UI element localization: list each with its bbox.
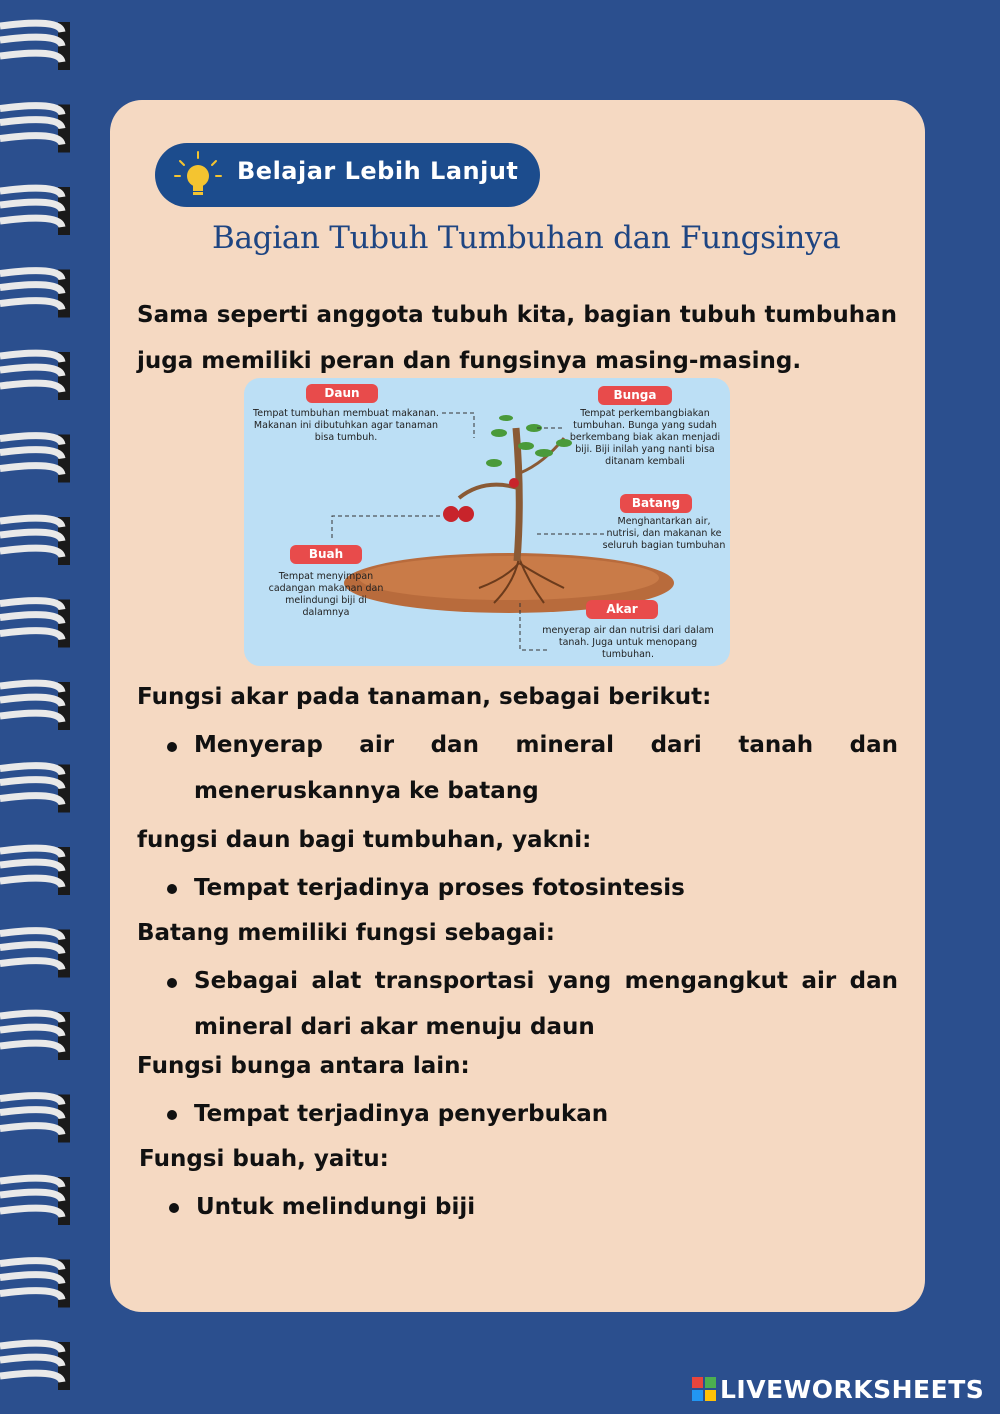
plant-diagram: [244, 378, 730, 666]
spiral-ring: [0, 435, 70, 483]
lightbulb-icon: [171, 149, 225, 203]
bullet-icon: [167, 978, 177, 988]
bunga-text: Tempat perkembangbiakan tumbuhan. Bunga yang sudah berkembang biak akan menjadi biji. Biji inilah yang nanti bisa ditanam kembali: [569, 408, 721, 467]
bullet-icon: [167, 742, 177, 752]
batang-text: Menghantarkan air, nutrisi, dan makanan ke seluruh bagian tumbuhan: [602, 516, 726, 551]
spiral-ring: [0, 270, 70, 318]
daun-label: Daun: [306, 384, 378, 403]
spiral-ring: [0, 847, 70, 895]
section-heading: Fungsi buah, yaitu:: [139, 1146, 389, 1172]
akar-text: menyerap air dan nutrisi dari dalam tanah. Juga untuk menopang tumbuhan.: [542, 625, 714, 660]
intro-paragraph: Sama seperti anggota tubuh kita, bagian tubuh tumbuhan juga memiliki peran dan fungsinya masing-masing.: [137, 302, 897, 374]
bunga-label: Bunga: [598, 386, 672, 405]
bullet-text: Tempat terjadinya proses fotosintesis: [194, 875, 685, 901]
spiral-ring: [0, 22, 70, 70]
liveworksheets-watermark: [692, 1374, 984, 1404]
bullet-icon: [169, 1203, 179, 1213]
page-title: Bagian Tubuh Tumbuhan dan Fungsinya: [212, 220, 841, 256]
spiral-ring: [0, 1177, 70, 1225]
bullet-text: Menyerap air dan mineral dari tanah dan meneruskannya ke batang: [194, 732, 898, 804]
spiral-ring: [0, 187, 70, 235]
spiral-ring: [0, 930, 70, 978]
section-heading: Fungsi bunga antara lain:: [137, 1053, 470, 1079]
spiral-ring: [0, 600, 70, 648]
spiral-ring: [0, 1342, 70, 1390]
liveworksheets-logo-icon: [692, 1377, 716, 1401]
watermark-text: LIVEWORKSHEETS: [720, 1374, 985, 1404]
bullet-text: Tempat terjadinya penyerbukan: [194, 1101, 609, 1127]
daun-text: Tempat tumbuhan membuat makanan. Makanan ini dibutuhkan agar tanaman bisa tumbuh.: [253, 408, 439, 443]
bullet-icon: [167, 1110, 177, 1120]
spiral-ring: [0, 352, 70, 400]
bullet-text: Untuk melindungi biji: [196, 1194, 476, 1220]
section-heading: fungsi daun bagi tumbuhan, yakni:: [137, 827, 592, 853]
spiral-ring: [0, 1260, 70, 1308]
spiral-ring: [0, 105, 70, 153]
spiral-ring: [0, 1095, 70, 1143]
spiral-binding: [0, 0, 80, 1414]
buah-label: Buah: [290, 545, 362, 564]
spiral-ring: [0, 682, 70, 730]
section-heading: Fungsi akar pada tanaman, sebagai berikut:: [137, 684, 712, 710]
batang-label: Batang: [620, 494, 692, 513]
bullet-text: Sebagai alat transportasi yang mengangkut air dan mineral dari akar menuju daun: [194, 968, 898, 1040]
badge-label: Belajar Lebih Lanjut: [237, 157, 519, 185]
section-heading: Batang memiliki fungsi sebagai:: [137, 920, 555, 946]
buah-text: Tempat menyimpan cadangan makanan dan melindungi biji di dalamnya: [268, 571, 384, 618]
bullet-icon: [167, 884, 177, 894]
spiral-ring: [0, 1012, 70, 1060]
spiral-ring: [0, 517, 70, 565]
section-badge: [155, 143, 540, 207]
spiral-ring: [0, 765, 70, 813]
akar-label: Akar: [586, 600, 658, 619]
